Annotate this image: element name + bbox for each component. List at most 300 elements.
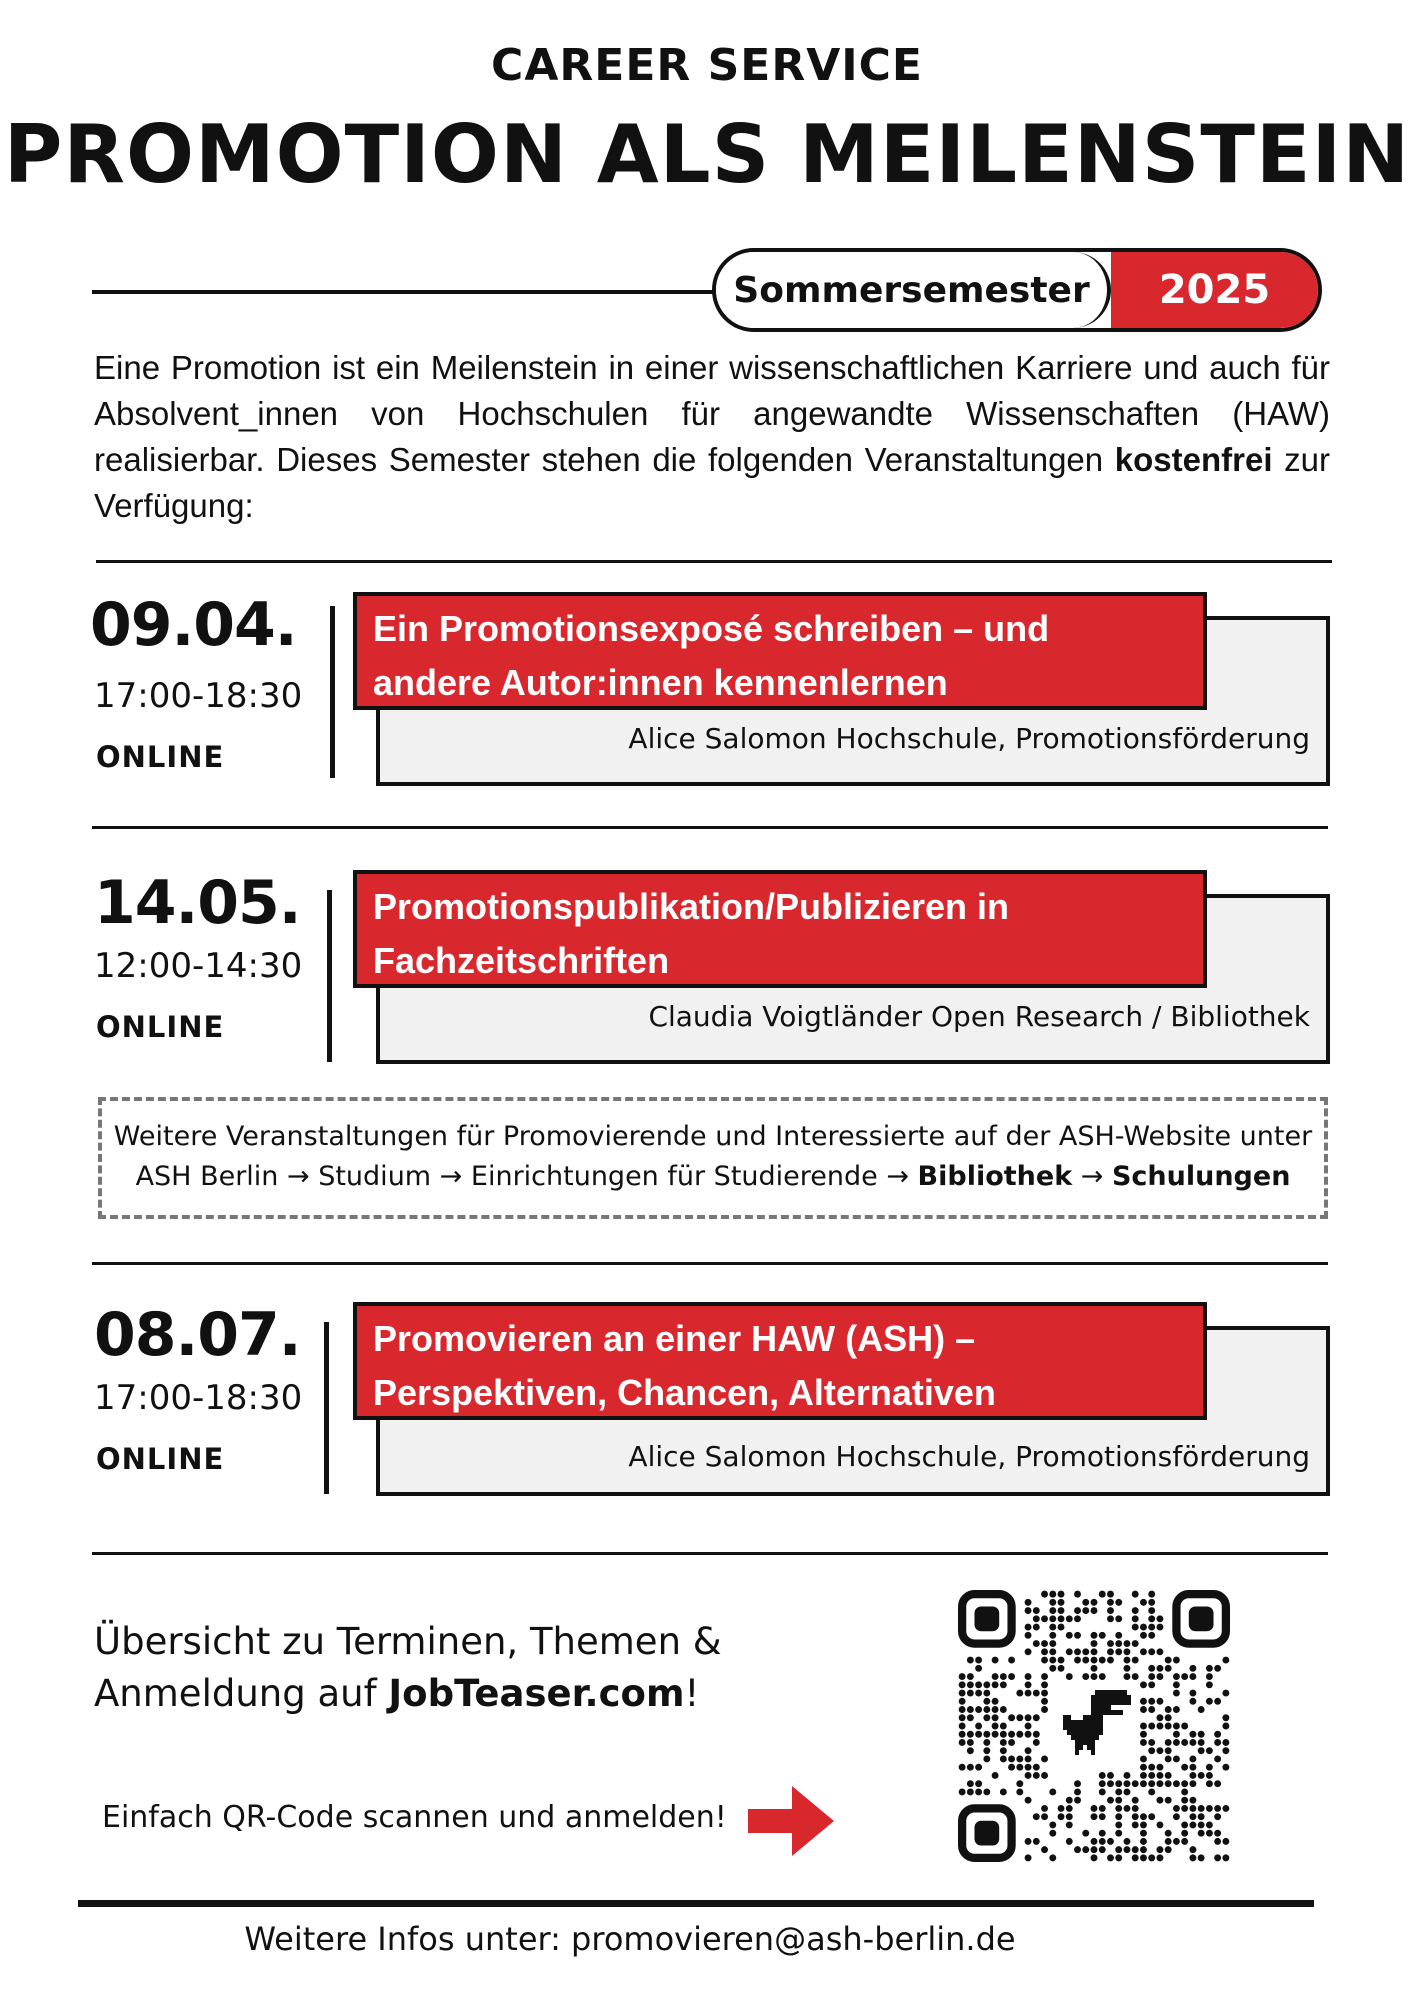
qr-module <box>1173 1706 1180 1713</box>
qr-module <box>1016 1764 1023 1771</box>
qr-module <box>1041 1673 1048 1680</box>
qr-module <box>1033 1772 1040 1779</box>
qr-module <box>1156 1648 1163 1655</box>
semester-label: Sommersemester <box>716 252 1111 328</box>
event-2-date: 14.05. <box>94 868 301 938</box>
dino-pixel <box>1091 1695 1131 1700</box>
qr-module <box>1099 1846 1106 1853</box>
qr-module <box>959 1690 966 1697</box>
qr-module <box>1074 1788 1081 1795</box>
qr-module <box>1091 1846 1098 1853</box>
qr-module <box>1107 1854 1114 1861</box>
qr-module <box>1198 1739 1205 1746</box>
notice-line1: Weitere Veranstaltungen für Promovierende und Interessierte auf der ASH-Website unter <box>113 1121 1313 1152</box>
qr-module <box>1025 1673 1032 1680</box>
qr-module <box>1148 1624 1155 1631</box>
dino-pixel <box>1063 1725 1103 1730</box>
qr-module <box>1181 1830 1188 1837</box>
qr-module <box>1041 1756 1048 1763</box>
qr-module <box>1000 1788 1007 1795</box>
qr-module <box>1025 1723 1032 1730</box>
qr-module <box>1165 1657 1172 1664</box>
qr-module <box>1066 1673 1073 1680</box>
qr-module <box>1165 1714 1172 1721</box>
qr-module <box>1033 1813 1040 1820</box>
qr-module <box>1008 1657 1015 1664</box>
qr-module <box>1000 1681 1007 1688</box>
career-service-kicker: CAREER SERVICE <box>491 40 923 91</box>
event-2-separator <box>327 890 332 1062</box>
qr-module <box>1099 1673 1106 1680</box>
qr-module <box>1049 1854 1056 1861</box>
divider-2 <box>92 826 1328 829</box>
qr-module <box>1156 1723 1163 1730</box>
qr-module <box>1008 1673 1015 1680</box>
qr-module <box>983 1739 990 1746</box>
qr-module <box>1025 1607 1032 1614</box>
qr-module <box>1074 1657 1081 1664</box>
qr-module <box>1181 1805 1188 1812</box>
qr-module <box>967 1657 974 1664</box>
intro-text: Eine Promotion ist ein Meilenstein in einer wissenschaftlichen Karriere und auch für Absolvent_innen von Hochschulen für angewandte Wissenschaften (HAW) realisierbar. Dieses Semester stehen die folgenden Veranstaltungen <box>94 349 1330 478</box>
qr-module <box>1173 1813 1180 1820</box>
qr-module <box>1115 1846 1122 1853</box>
qr-module <box>1156 1698 1163 1705</box>
qr-module <box>1132 1846 1139 1853</box>
qr-module <box>1214 1780 1221 1787</box>
qr-module <box>983 1706 990 1713</box>
qr-module <box>1173 1690 1180 1697</box>
qr-module <box>1025 1599 1032 1606</box>
qr-module <box>1173 1756 1180 1763</box>
event-1-title-card[interactable] <box>353 592 1207 710</box>
qr-module <box>1132 1591 1139 1598</box>
qr-module <box>1041 1615 1048 1622</box>
qr-module <box>1148 1788 1155 1795</box>
qr-module <box>1000 1756 1007 1763</box>
qr-module <box>1107 1838 1114 1845</box>
qr-module <box>1008 1731 1015 1738</box>
qr-module <box>1091 1640 1098 1647</box>
event-1-date: 09.04. <box>90 590 297 660</box>
qr-module <box>1140 1830 1147 1837</box>
dino-pixel <box>1083 1715 1103 1720</box>
qr-module <box>1082 1599 1089 1606</box>
qr-module <box>1148 1698 1155 1705</box>
qr-module <box>1082 1830 1089 1837</box>
qr-module <box>1214 1731 1221 1738</box>
dino-pixel <box>1091 1705 1111 1710</box>
qr-module <box>1016 1780 1023 1787</box>
qr-module <box>1115 1615 1122 1622</box>
qr-module <box>1099 1813 1106 1820</box>
overview-line2-end: ! <box>684 1672 700 1715</box>
qr-module <box>1148 1673 1155 1680</box>
qr-module <box>1222 1747 1229 1754</box>
qr-module <box>975 1780 982 1787</box>
qr-module <box>1148 1681 1155 1688</box>
qr-module <box>1041 1805 1048 1812</box>
qr-module <box>1214 1665 1221 1672</box>
qr-module <box>1099 1591 1106 1598</box>
qr-module <box>1041 1698 1048 1705</box>
qr-module <box>1173 1731 1180 1738</box>
qr-module <box>1107 1599 1114 1606</box>
qr-module <box>1099 1632 1106 1639</box>
qr-module <box>1058 1591 1065 1598</box>
arrow-right-icon <box>748 1786 834 1856</box>
qr-module <box>975 1788 982 1795</box>
qr-module <box>1066 1821 1073 1828</box>
qr-module <box>1033 1838 1040 1845</box>
qr-module <box>975 1764 982 1771</box>
qr-module <box>1066 1632 1073 1639</box>
event-3-date: 08.07. <box>94 1300 301 1370</box>
dino-pixel <box>1067 1730 1103 1735</box>
qr-module <box>1041 1640 1048 1647</box>
qr-module <box>1165 1706 1172 1713</box>
qr-module <box>992 1657 999 1664</box>
qr-module <box>1165 1780 1172 1787</box>
event-3-title-line2: Perspektiven, Chancen, Alternativen <box>373 1372 996 1413</box>
qr-module <box>1066 1648 1073 1655</box>
qr-module <box>1189 1690 1196 1697</box>
qr-module <box>1058 1813 1065 1820</box>
qr-module <box>1222 1714 1229 1721</box>
qr-module <box>1198 1772 1205 1779</box>
qr-module <box>983 1788 990 1795</box>
qr-module <box>1091 1813 1098 1820</box>
notice-path-text: ASH Berlin → Studium → Einrichtungen für Studierende → <box>135 1161 918 1192</box>
qr-module <box>1165 1846 1172 1853</box>
qr-module <box>1181 1739 1188 1746</box>
divider-footer <box>78 1900 1314 1907</box>
qr-module <box>1165 1756 1172 1763</box>
qr-module <box>967 1764 974 1771</box>
qr-module <box>1189 1665 1196 1672</box>
qr-module <box>1140 1731 1147 1738</box>
qr-module <box>1124 1780 1131 1787</box>
qr-module <box>1140 1838 1147 1845</box>
qr-module <box>1165 1797 1172 1804</box>
qr-module <box>1025 1714 1032 1721</box>
jobteaser-link[interactable]: JobTeaser.com <box>388 1672 685 1715</box>
qr-module <box>1124 1772 1131 1779</box>
qr-module <box>983 1698 990 1705</box>
qr-module <box>1041 1591 1048 1598</box>
qr-module <box>1058 1615 1065 1622</box>
qr-module <box>1181 1838 1188 1845</box>
qr-module <box>1091 1673 1098 1680</box>
qr-module <box>992 1673 999 1680</box>
qr-module <box>1189 1813 1196 1820</box>
qr-module <box>1107 1607 1114 1614</box>
qr-finder-inner <box>1189 1606 1214 1631</box>
qr-module <box>1140 1632 1147 1639</box>
qr-module <box>967 1681 974 1688</box>
qr-module <box>1181 1723 1188 1730</box>
qr-module <box>1124 1805 1131 1812</box>
qr-module <box>1189 1739 1196 1746</box>
qr-module <box>1132 1821 1139 1828</box>
qr-module <box>1148 1599 1155 1606</box>
qr-module <box>1206 1772 1213 1779</box>
qr-finder-inner <box>974 1606 999 1631</box>
event-1-mode: ONLINE <box>96 740 225 774</box>
event-3-speaker: Alice Salomon Hochschule, Promotionsförderung <box>628 1440 1310 1473</box>
qr-module <box>1222 1854 1229 1861</box>
qr-module <box>1000 1723 1007 1730</box>
qr-module <box>1148 1780 1155 1787</box>
qr-module <box>1049 1632 1056 1639</box>
qr-module <box>1058 1805 1065 1812</box>
qr-module <box>1091 1648 1098 1655</box>
qr-module <box>1000 1731 1007 1738</box>
qr-module <box>1099 1772 1106 1779</box>
qr-module <box>1107 1657 1114 1664</box>
qr-module <box>1025 1681 1032 1688</box>
qr-module <box>1140 1813 1147 1820</box>
qr-module <box>1124 1657 1131 1664</box>
qr-module <box>1132 1607 1139 1614</box>
qr-module <box>1189 1846 1196 1853</box>
qr-module <box>1222 1723 1229 1730</box>
qr-module <box>959 1739 966 1746</box>
qr-module <box>1107 1648 1114 1655</box>
event-3-mode: ONLINE <box>96 1442 225 1476</box>
qr-module <box>992 1706 999 1713</box>
dinosaur-icon <box>1063 1690 1131 1755</box>
qr-module <box>1025 1772 1032 1779</box>
qr-module <box>959 1714 966 1721</box>
event-1-title-line2: andere Autor:innen kennenlernen <box>373 662 948 703</box>
qr-module <box>1115 1813 1122 1820</box>
qr-module <box>1156 1747 1163 1754</box>
qr-module <box>992 1723 999 1730</box>
qr-module <box>1222 1805 1229 1812</box>
qr-module <box>1074 1615 1081 1622</box>
qr-module <box>1058 1657 1065 1664</box>
qr-module <box>1189 1854 1196 1861</box>
qr-module <box>959 1731 966 1738</box>
qr-module <box>1189 1772 1196 1779</box>
qr-module <box>992 1698 999 1705</box>
dino-pixel <box>1071 1735 1099 1740</box>
qr-module <box>1091 1805 1098 1812</box>
qr-module <box>1000 1739 1007 1746</box>
qr-code[interactable] <box>958 1590 1230 1862</box>
qr-module <box>1173 1838 1180 1845</box>
qr-module <box>1148 1615 1155 1622</box>
event-1-time: 17:00-18:30 <box>94 676 303 716</box>
qr-module <box>1058 1665 1065 1672</box>
qr-module <box>1132 1797 1139 1804</box>
qr-module <box>1082 1607 1089 1614</box>
qr-module <box>1082 1648 1089 1655</box>
qr-module <box>1148 1591 1155 1598</box>
qr-module <box>1049 1788 1056 1795</box>
qr-module <box>1115 1854 1122 1861</box>
qr-module <box>1124 1846 1131 1853</box>
qr-finder-inner <box>974 1821 999 1846</box>
qr-module <box>1107 1780 1114 1787</box>
qr-module <box>1165 1739 1172 1746</box>
qr-module <box>1066 1805 1073 1812</box>
qr-module <box>1115 1788 1122 1795</box>
qr-module <box>1041 1690 1048 1697</box>
qr-module <box>1058 1607 1065 1614</box>
qr-module <box>959 1788 966 1795</box>
qr-module <box>1082 1673 1089 1680</box>
qr-module <box>1066 1838 1073 1845</box>
qr-module <box>975 1657 982 1664</box>
qr-module <box>1156 1624 1163 1631</box>
qr-module <box>1025 1838 1032 1845</box>
qr-module <box>1140 1698 1147 1705</box>
qr-module <box>1091 1838 1098 1845</box>
qr-module <box>1214 1830 1221 1837</box>
qr-module <box>1206 1747 1213 1754</box>
qr-module <box>1115 1830 1122 1837</box>
dino-pixel <box>1075 1740 1095 1745</box>
qr-module <box>1222 1764 1229 1771</box>
qr-module <box>1099 1838 1106 1845</box>
qr-module <box>1099 1788 1106 1795</box>
qr-module <box>1140 1821 1147 1828</box>
qr-module <box>1165 1665 1172 1672</box>
qr-module <box>1041 1648 1048 1655</box>
qr-module <box>959 1681 966 1688</box>
qr-module <box>1206 1821 1213 1828</box>
event-3-separator <box>324 1322 329 1494</box>
overview-line2 <box>94 1668 722 1720</box>
semester-year: 2025 <box>1111 252 1318 328</box>
qr-module <box>1049 1640 1056 1647</box>
event-3-title-card[interactable] <box>353 1302 1207 1420</box>
qr-module <box>1074 1846 1081 1853</box>
qr-module <box>1107 1772 1114 1779</box>
qr-module <box>1165 1747 1172 1754</box>
qr-module <box>1008 1764 1015 1771</box>
qr-module <box>1025 1648 1032 1655</box>
qr-module <box>1156 1780 1163 1787</box>
qr-module <box>1132 1624 1139 1631</box>
qr-module <box>1033 1607 1040 1614</box>
qr-module <box>1173 1805 1180 1812</box>
qr-module <box>1041 1846 1048 1853</box>
qr-module <box>1091 1599 1098 1606</box>
intro-text-end: zur Verfügung: <box>94 441 1330 524</box>
qr-module <box>975 1723 982 1730</box>
qr-module <box>1074 1591 1081 1598</box>
qr-module <box>1156 1846 1163 1853</box>
qr-module <box>1198 1821 1205 1828</box>
event-2-speaker: Claudia Voigtländer Open Research / Bibliothek <box>648 1000 1310 1033</box>
qr-module <box>1181 1821 1188 1828</box>
qr-module <box>1124 1665 1131 1672</box>
qr-module <box>1049 1599 1056 1606</box>
qr-module <box>1148 1706 1155 1713</box>
event-2-title-card[interactable] <box>353 870 1207 988</box>
qr-module <box>1222 1739 1229 1746</box>
qr-module <box>1165 1772 1172 1779</box>
qr-module <box>1041 1706 1048 1713</box>
qr-module <box>1008 1756 1015 1763</box>
qr-module <box>967 1788 974 1795</box>
qr-module <box>1107 1640 1114 1647</box>
qr-module <box>1140 1599 1147 1606</box>
qr-module <box>1206 1764 1213 1771</box>
qr-module <box>1041 1813 1048 1820</box>
qr-module <box>1124 1838 1131 1845</box>
qr-module <box>1165 1830 1172 1837</box>
qr-module <box>1074 1648 1081 1655</box>
qr-module <box>1156 1665 1163 1672</box>
qr-module <box>1049 1615 1056 1622</box>
qr-module <box>992 1772 999 1779</box>
qr-module <box>1140 1854 1147 1861</box>
event-2-title-line2: Fachzeitschriften <box>373 940 670 981</box>
qr-module <box>1016 1731 1023 1738</box>
qr-module <box>1181 1788 1188 1795</box>
overview-line1: Übersicht zu Terminen, Themen & <box>94 1620 722 1663</box>
qr-module <box>967 1714 974 1721</box>
qr-module <box>1156 1772 1163 1779</box>
qr-module <box>1189 1797 1196 1804</box>
qr-module <box>1000 1706 1007 1713</box>
qr-module <box>1124 1640 1131 1647</box>
qr-module <box>1025 1731 1032 1738</box>
dino-pixel <box>1087 1745 1095 1750</box>
overview-line2-text: Anmeldung auf <box>94 1672 389 1715</box>
qr-module <box>1132 1640 1139 1647</box>
qr-module <box>1049 1607 1056 1614</box>
qr-module <box>1156 1854 1163 1861</box>
qr-module <box>975 1681 982 1688</box>
qr-module <box>1132 1673 1139 1680</box>
qr-module <box>1156 1797 1163 1804</box>
page-title: PROMOTION ALS MEILENSTEIN <box>3 108 1411 201</box>
qr-module <box>1140 1648 1147 1655</box>
qr-module <box>1074 1632 1081 1639</box>
qr-module <box>1206 1830 1213 1837</box>
qr-module <box>1132 1780 1139 1787</box>
qr-module <box>1198 1805 1205 1812</box>
qr-module <box>1107 1615 1114 1622</box>
qr-module <box>1074 1797 1081 1804</box>
qr-module <box>1091 1607 1098 1614</box>
qr-module <box>1025 1690 1032 1697</box>
dino-pixel <box>1095 1690 1127 1695</box>
dino-pixel <box>1091 1700 1131 1705</box>
qr-module <box>1165 1723 1172 1730</box>
qr-module <box>1140 1706 1147 1713</box>
qr-module <box>1181 1780 1188 1787</box>
qr-module <box>1214 1756 1221 1763</box>
event-3-time: 17:00-18:30 <box>94 1378 303 1418</box>
qr-module <box>1140 1723 1147 1730</box>
qr-module <box>1148 1772 1155 1779</box>
event-2-title-line1: Promotionspublikation/Publizieren in <box>373 886 1010 927</box>
qr-module <box>992 1714 999 1721</box>
qr-module <box>1156 1673 1163 1680</box>
qr-module <box>1033 1615 1040 1622</box>
qr-module <box>1091 1632 1098 1639</box>
qr-module <box>983 1756 990 1763</box>
qr-module <box>1074 1607 1081 1614</box>
qr-module <box>1025 1797 1032 1804</box>
qr-module <box>1041 1772 1048 1779</box>
